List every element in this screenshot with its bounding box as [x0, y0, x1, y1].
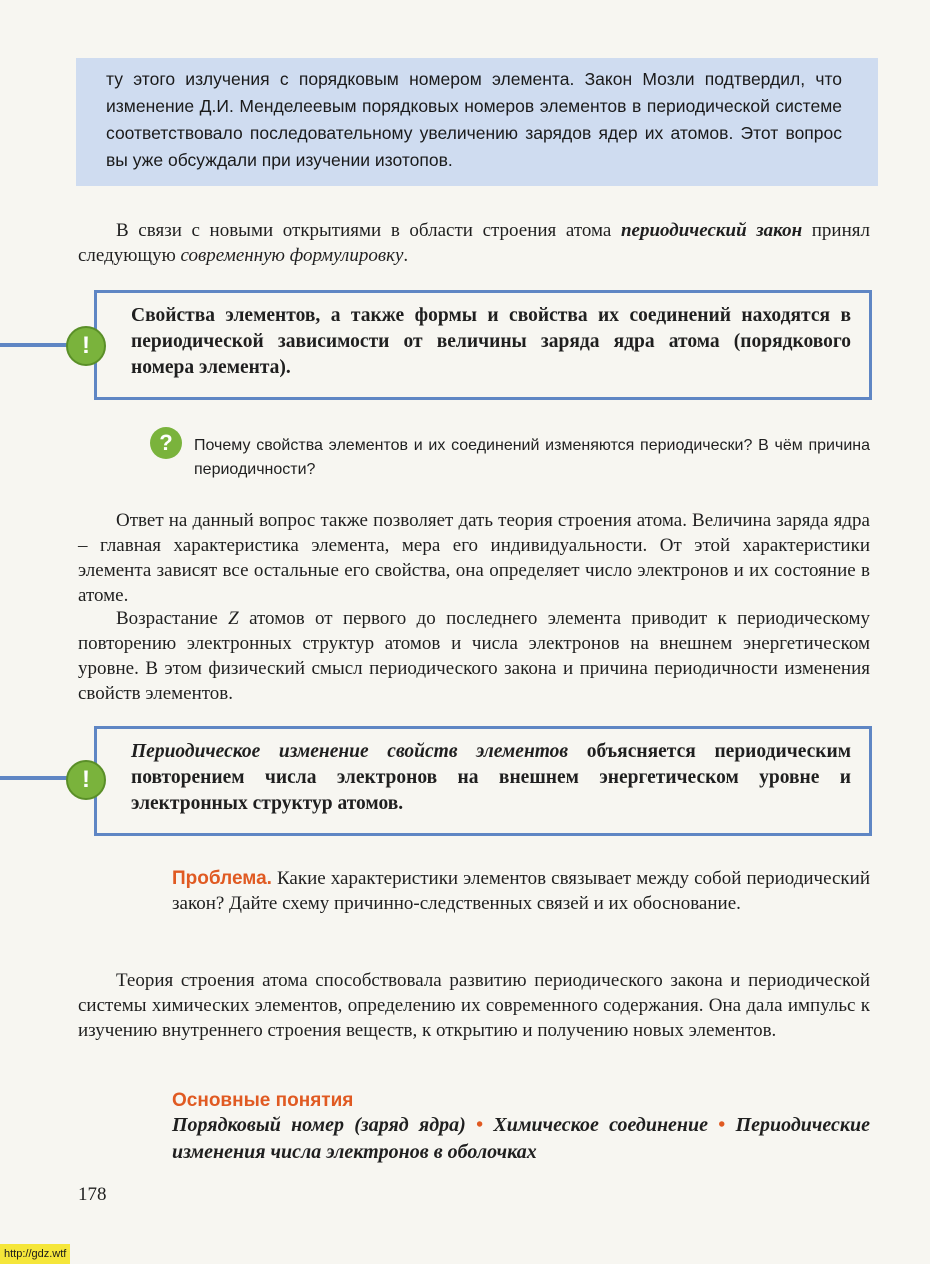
answer-paragraph-1: Ответ на данный вопрос также позволяет дать теория строения атома. Величина заряда ядра – главная характеристика элемента, мера его индивидуальности. От этой характеристики элемента зависят все остальные его свойства, она определяет число электронов и их состояние в атоме.: [78, 510, 870, 606]
answer-p2-start: Возрастание: [116, 608, 229, 629]
highlight-text: ту этого излучения с порядковым номером элемента. Закон Мозли подтвердил, что изменение Д.И. Менделеевым порядковых номеров элементов в периодической системе соответствовало последовательному увеличению зарядов ядер их атомов. Этот вопрос вы уже обсуждали при изучении изотопов.: [106, 69, 842, 170]
rule-1-text: Свойства элементов, а также формы и свойства их соединений находятся в периодической зависимости от величины заряда ядра атома (порядкового номера элемента).: [131, 305, 851, 378]
intro-text-1: В связи с новыми открытиями в области строения атома: [116, 220, 621, 241]
highlight-box: [76, 58, 878, 186]
concepts-list: [172, 1112, 870, 1166]
problem-text: Какие характеристики элементов связывает между собой периодический закон? Дайте схему причинно-следственных связей и их обоснование.: [172, 868, 870, 914]
problem-label: Проблема.: [172, 868, 272, 889]
z-symbol: Z: [228, 608, 239, 629]
rule-box-1: [94, 290, 872, 400]
answer-paragraph-2: [78, 606, 870, 706]
intro-term: периодический закон: [620, 220, 803, 241]
answer-p2-rest: атомов от первого до последнего элемента приводит к периодическому повторению электронных структур атомов и числа электронов на внешнем энергетическом уровне. В этом физический смысл периодического закона и причина периодичности изменения свойств элементов.: [78, 608, 870, 704]
rule-2-text: [131, 739, 851, 817]
intro-text-2: принял следующую: [78, 220, 870, 266]
exclamation-icon: !: [66, 326, 106, 366]
watermark-link[interactable]: http://gdz.wtf: [0, 1244, 70, 1264]
intro-formulation: современную формулировку: [180, 245, 404, 266]
rule-2-rest: объясняется периодическим повторением числа электронов на внешнем энергетическом уровне и электронных структур атомов.: [131, 741, 852, 814]
problem-block: [172, 866, 870, 916]
intro-paragraph: [78, 218, 870, 268]
concept-item: Химическое соединение: [493, 1114, 709, 1136]
page-number: 178: [78, 1184, 107, 1205]
question-icon: ?: [150, 427, 182, 459]
concept-item: Периодические изменения числа электронов в оболочках: [172, 1114, 871, 1163]
bullet-icon: •: [718, 1114, 726, 1136]
concepts-title: Основные понятия: [172, 1090, 354, 1111]
question-text: Почему свойства элементов и их соединений изменяются периодически? В чём причина периодичности?: [194, 437, 870, 478]
concept-item: Порядковый номер (заряд ядра): [172, 1114, 466, 1136]
bullet-icon: •: [476, 1114, 484, 1136]
rule-2-lead: Периодическое изменение свойств элементов: [131, 741, 569, 762]
rule-box-2: [94, 726, 872, 836]
exclamation-icon: !: [66, 760, 106, 800]
intro-text-3: .: [403, 245, 409, 266]
conclusion-paragraph: Теория строения атома способствовала развитию периодического закона и периодической системы химических элементов, определению их современного содержания. Она дала импульс к изучению внутреннего строения веществ, к открытию и получению новых элементов.: [78, 970, 870, 1041]
